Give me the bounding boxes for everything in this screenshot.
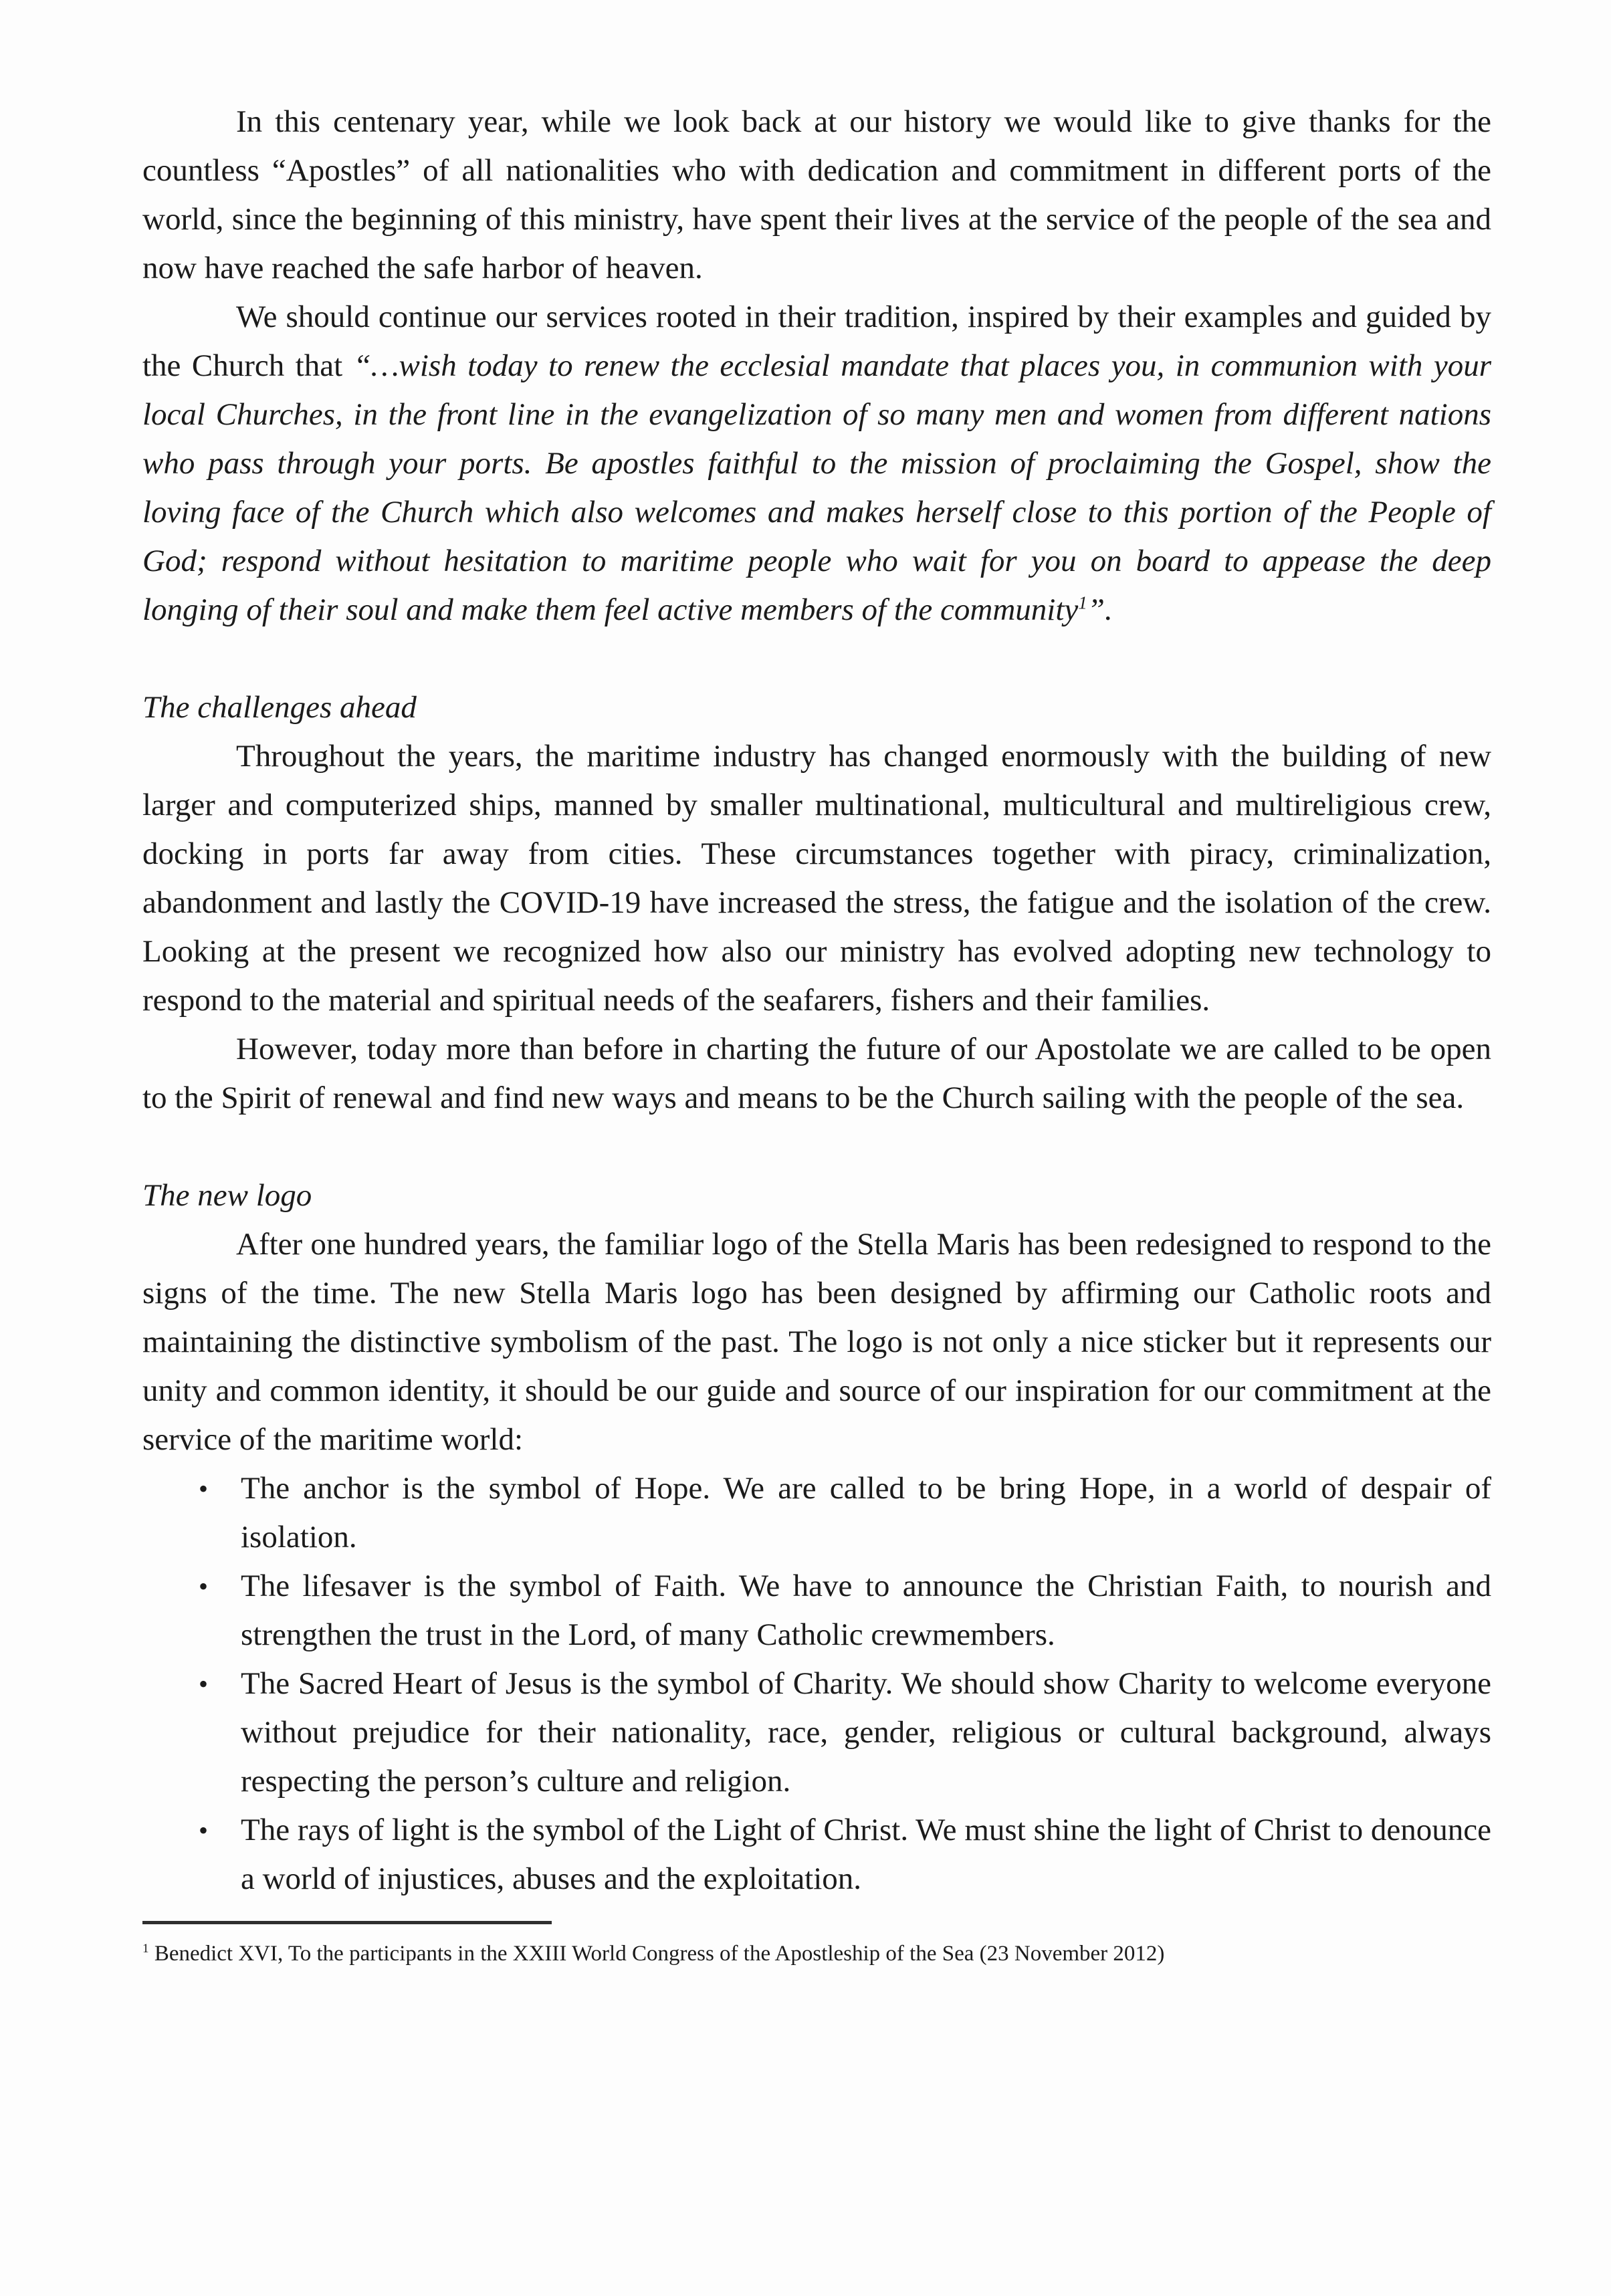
- bullet-dot-icon: •: [199, 1571, 209, 1601]
- paragraph-centenary-thanks: In this centenary year, while we look back at our history we would like to give thanks for the countless “Apostles” of all nationalities who with dedication and commitment in different ports of the world, since the beginning of this ministry, have spent their lives at the service of the people of the sea and now have reached the safe harbor of heaven.: [142, 104, 1491, 285]
- footnote-separator-rule: [142, 1921, 552, 1924]
- list-item-lifesaver-faith-text: The lifesaver is the symbol of Faith. We have to announce the Christian Faith, to nourish and strengthen the trust in the Lord, of many Catholic crewmembers.: [241, 1569, 1491, 1652]
- heading-new-logo: The new logo: [142, 1178, 312, 1213]
- list-item-rays-light-christ-text: The rays of light is the symbol of the Light of Christ. We must shine the light of Christ to denounce a world of injustices, abuses and the exploitation.: [241, 1813, 1491, 1896]
- paragraph-logo-redesign: After one hundred years, the familiar logo of the Stella Maris has been redesigned to respond to the signs of the time. The new Stella Maris logo has been designed by affirming our Catholic roots and maintaining the distinctive symbolism of the past. The logo is not only a nice sticker but it represents our unity and common identity, it should be our guide and source of our inspiration for our commitment at the service of the maritime world:: [142, 1227, 1491, 1457]
- paragraph-maritime-industry: Throughout the years, the maritime industry has changed enormously with the building of new larger and computerized ships, manned by smaller multinational, multicultural and multireligious crew, docking in ports far away from cities. These circumstances together with piracy, criminalization, abandonment and lastly the COVID-19 have increased the stress, the fatigue and the isolation of the crew. Looking at the present we recognized how also our ministry has evolved adopting new technology to respond to the material and spiritual needs of the seafarers, fishers and their families.: [142, 739, 1491, 1018]
- logo-symbols-list: [142, 1464, 1491, 1904]
- footnote-citation-text: Benedict XVI, To the participants in the XXIII World Congress of the Apostleship of the Sea (23 November 2012): [148, 1942, 1165, 1966]
- bullet-dot-icon: •: [199, 1815, 209, 1845]
- list-item-lifesaver-faith: [142, 1562, 1491, 1659]
- list-item-sacred-heart-charity-text: The Sacred Heart of Jesus is the symbol of Charity. We should show Charity to welcome everyone without prejudice for their nationality, race, gender, religious or cultural background, always respecting the person’s culture and religion.: [241, 1666, 1491, 1799]
- mandate-intro-text: We should continue our services rooted in their tradition, inspired by their examples and guided by the Church that: [142, 300, 1491, 383]
- bullet-dot-icon: •: [199, 1669, 209, 1699]
- list-item-anchor-hope: [142, 1464, 1491, 1562]
- heading-challenges-ahead: The challenges ahead: [142, 690, 417, 725]
- footnote-benedict-xvi: [142, 1939, 1491, 1968]
- footnote-reference-1: 1: [1078, 592, 1087, 613]
- paragraph-apostolate-future: However, today more than before in charting the future of our Apostolate we are called to be open to the Spirit of renewal and find new ways and means to be the Church sailing with the people of the sea.: [142, 1032, 1491, 1115]
- page-content: [142, 98, 1491, 1968]
- mandate-quote-text: “…wish today to renew the ecclesial mandate that places you, in communion with your local Churches, in the front line in the evangelization of so many men and women from different nations who pass through your ports. Be apostles faithful to the mission of proclaiming the Gospel, show the loving face of the Church which also welcomes and makes herself close to this portion of the People of God; respond without hesitation to maritime people who wait for you on board to appease the deep longing of their soul and make them feel active members of the community: [142, 348, 1491, 627]
- footnote-number: 1: [142, 1942, 149, 1956]
- list-item-rays-light-christ: [142, 1806, 1491, 1904]
- paragraph-ecclesial-mandate: [142, 293, 1491, 635]
- mandate-quote-close: ”.: [1087, 592, 1113, 627]
- list-item-anchor-hope-text: The anchor is the symbol of Hope. We are called to be bring Hope, in a world of despair of isolation.: [241, 1471, 1491, 1555]
- list-item-sacred-heart-charity: [142, 1659, 1491, 1806]
- bullet-dot-icon: •: [199, 1474, 209, 1504]
